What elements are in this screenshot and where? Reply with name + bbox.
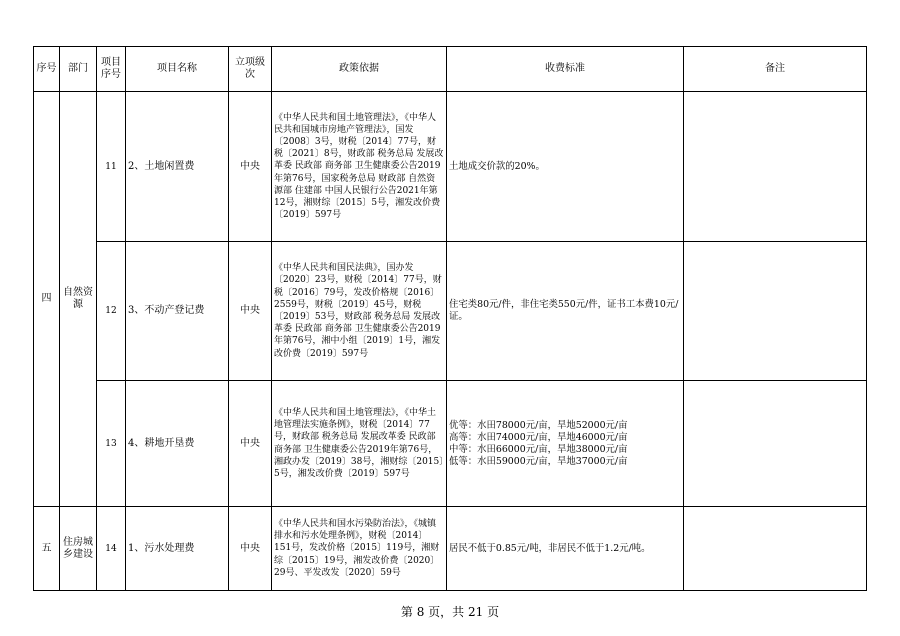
item-fee	[447, 242, 684, 381]
item-remark	[684, 381, 867, 507]
header-row	[34, 47, 867, 92]
item-name: 1、污水处理费	[126, 507, 229, 591]
item-name: 4、耕地开垦费	[126, 381, 229, 507]
fee-line: 居民不低于0.85元/吨，非居民不低于1.2元/吨。	[449, 542, 651, 554]
item-policy: 《中华人民共和国土地管理法》，《中华人民共和国城市房地产管理法》，国发〔2008〕3号，财税〔2014〕77号，财税〔2021〕8号，财政部 税务总局 发展改革委 民政部 商务部 卫生健康委公告2019年第76号，国家税务总局 财政部 自然资源部 住建部 中国人民银行公告2021年第12号，湘财综〔2015〕5号，湘发改价费〔2019〕597号	[272, 92, 447, 242]
item-name: 2、土地闲置费	[126, 92, 229, 242]
fee-line: 低等：水田59000元/亩，旱地37000元/亩	[449, 455, 628, 467]
group-seq: 五	[34, 507, 60, 591]
item-policy: 《中华人民共和国水污染防治法》，《城镇排水和污水处理条例》，财税〔2014〕151号，发改价格〔2015〕119号，湘财综〔2015〕19号，湘发改价费〔2020〕29号、平发改发〔2020〕59号	[272, 507, 447, 591]
fee-line: 优等：水田78000元/亩，旱地52000元/亩	[449, 419, 628, 431]
fee-line: 中等：水田66000元/亩，旱地38000元/亩	[449, 443, 628, 455]
fee-table	[33, 46, 867, 591]
item-remark	[684, 92, 867, 242]
header-item-seq: 项目序号	[97, 47, 126, 92]
page-footer: 第 8 页，共 21 页	[400, 605, 500, 619]
item-seq: 13	[97, 381, 126, 507]
item-level: 中央	[229, 92, 272, 242]
item-level: 中央	[229, 242, 272, 381]
fee-line: 住宅类80元/件，非住宅类550元/件，证书工本费10元/证。	[449, 299, 679, 322]
group-dept: 住房城乡建设	[60, 507, 97, 591]
table-row	[34, 92, 867, 242]
table-row	[34, 381, 867, 507]
item-fee	[447, 92, 684, 242]
header-dept: 部门	[60, 47, 97, 92]
header-remark: 备注	[684, 47, 867, 92]
item-seq: 14	[97, 507, 126, 591]
item-level: 中央	[229, 381, 272, 507]
fee-line: 土地成交价款的20%。	[449, 160, 545, 172]
header-seq: 序号	[34, 47, 60, 92]
item-remark	[684, 507, 867, 591]
table-row	[34, 242, 867, 381]
fee-line: 高等：水田74000元/亩，旱地46000元/亩	[449, 431, 628, 443]
group-seq: 四	[34, 92, 60, 507]
header-policy: 政策依据	[272, 47, 447, 92]
group-dept: 自然资源	[60, 92, 97, 507]
header-fee: 收费标准	[447, 47, 684, 92]
item-policy: 《中华人民共和国土地管理法》，《中华土地管理法实施条例》，财税〔2014〕77号，财政部 税务总局 发展改革委 民政部 商务部 卫生健康委公告2019年第76号，湘政办发〔2019〕38号，湘财综〔2015〕5号，湘发改价费〔2019〕597号	[272, 381, 447, 507]
item-fee	[447, 381, 684, 507]
header-item-name: 项目名称	[126, 47, 229, 92]
item-remark	[684, 242, 867, 381]
item-policy: 《中华人民共和国民法典》，国办发〔2020〕23号，财税〔2014〕77号，财税〔2016〕79号，发改价格规〔2016〕2559号，财税〔2019〕45号，财税〔2019〕53号，财政部 税务总局 发展改革委 民政部 商务部 卫生健康委公告2019年第76号，湘中小组〔2019〕1号，湘发改价费〔2019〕597号	[272, 242, 447, 381]
table-row	[34, 507, 867, 591]
header-level: 立项级次	[229, 47, 272, 92]
item-seq: 12	[97, 242, 126, 381]
item-name: 3、不动产登记费	[126, 242, 229, 381]
item-seq: 11	[97, 92, 126, 242]
item-fee	[447, 507, 684, 591]
item-level: 中央	[229, 507, 272, 591]
